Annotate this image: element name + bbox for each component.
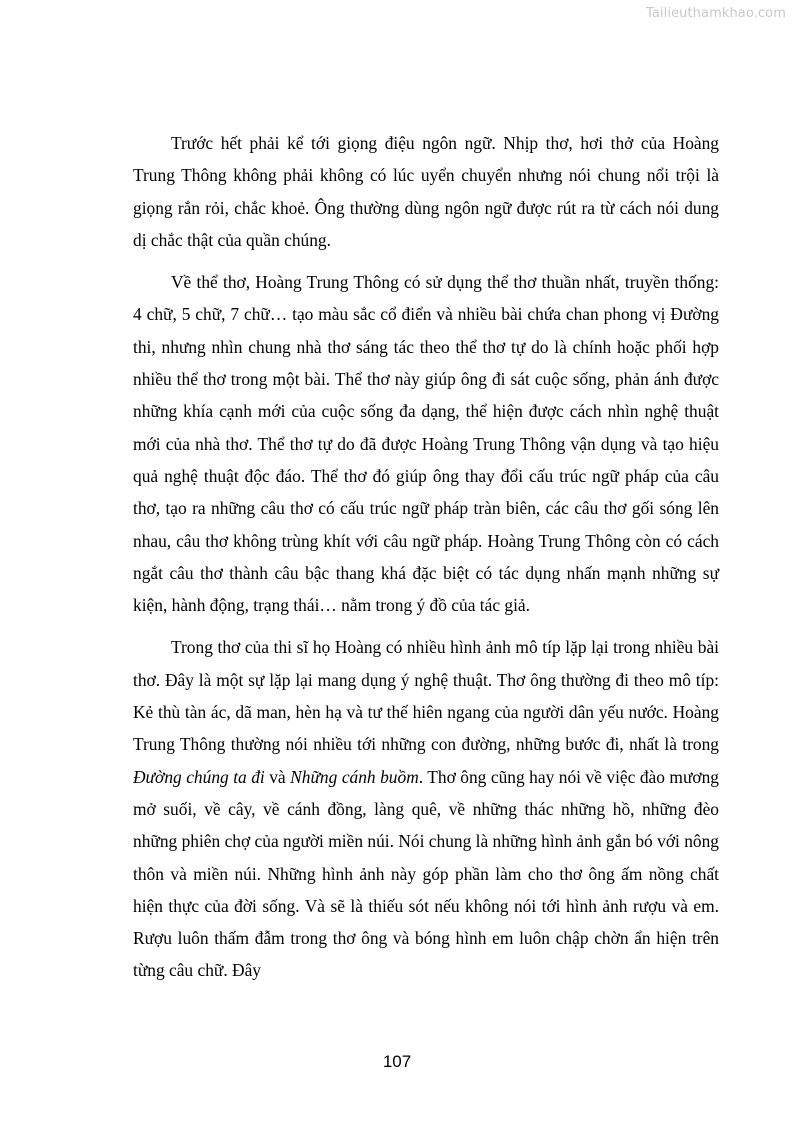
paragraph-text: Trong thơ của thi sĩ họ Hoàng có nhiều hình ảnh mô típ lặp lại trong nhiều bài thơ. Đây là một sự lặp lại mang dụng ý nghệ thuật. Thơ ông thường đi theo mô típ: Kẻ thù tàn ác, dã man, hèn hạ và tư thế hiên ngang của người dân yếu nước. Hoàng Trung Thông thường nói nhiều tới những con đường, những bước đi, nhất là trong — [133, 637, 719, 755]
paragraph-text: Về thể thơ, Hoàng Trung Thông có sử dụng thể thơ thuần nhất, truyền thống: 4 chữ, 5 chữ, 7 chữ… tạo màu sắc cổ điển và nhiều bài chứa chan phong vị Đường thi, nhưng nhìn chung nhà thơ sáng tác theo thể thơ tự do là chính hoặc phối hợp nhiều thể thơ trong một bài. Thể thơ này giúp ông đi sát cuộc sống, phản ánh được những khía cạnh mới của cuộc sống đa dạng, thể hiện được cách nhìn nghệ thuật mới của nhà thơ. Thể thơ tự do đã được Hoàng Trung Thông vận dụng và tạo hiệu quả nghệ thuật độc đáo. Thể thơ đó giúp ông thay đổi cấu trúc ngữ pháp của câu thơ, tạo ra những câu thơ có cấu trúc ngữ pháp tràn biên, các câu thơ gối sóng lên nhau, câu thơ không trùng khít với câu ngữ pháp. Hoàng Trung Thông còn có cách ngắt câu thơ thành câu bậc thang khá đặc biệt có tác dụng nhấn mạnh những sự kiện, hành động, trạng thái… nằm trong ý đồ của tác giả. — [133, 272, 719, 616]
document-body — [133, 127, 719, 997]
italic-title-duong-chung-ta-di: Đường chúng ta đi — [133, 766, 265, 787]
paragraph-text: . Thơ ông cũng hay nói về việc đào mương mở suối, về cây, về cánh đồng, làng quê, về những thác những hồ, những đèo những phiên chợ của người miền núi. Nói chung là những hình ảnh gắn bó với nông thôn và miền núi. Những hình ảnh này góp phần làm cho thơ ông ấm nồng chất hiện thực của đời sống. Và sẽ là thiếu sót nếu không nói tới hình ảnh rượu và em. Rượu luôn thấm đẫm trong thơ ông và bóng hình em luôn chập chờn ẩn hiện trên từng câu chữ. Đây — [133, 766, 719, 981]
page-number: 107 — [382, 1052, 412, 1071]
paragraph-text: Trước hết phải kể tới giọng điệu ngôn ngữ. Nhịp thơ, hơi thở của Hoàng Trung Thông không phải không có lúc uyển chuyển nhưng nói chung nổi trội là giọng rắn rỏi, chắc khoẻ. Ông thường dùng ngôn ngữ được rút ra từ cách nói dung dị chắc thật của quần chúng. — [133, 133, 719, 250]
paragraph-2 — [133, 266, 719, 621]
paragraph-3 — [133, 631, 719, 986]
watermark: Tailieuthamkhao.com — [645, 6, 786, 21]
paragraph-1 — [133, 127, 719, 256]
paragraph-text: và — [264, 766, 291, 787]
italic-title-nhung-canh-buom: Những cánh buồm — [290, 766, 419, 787]
